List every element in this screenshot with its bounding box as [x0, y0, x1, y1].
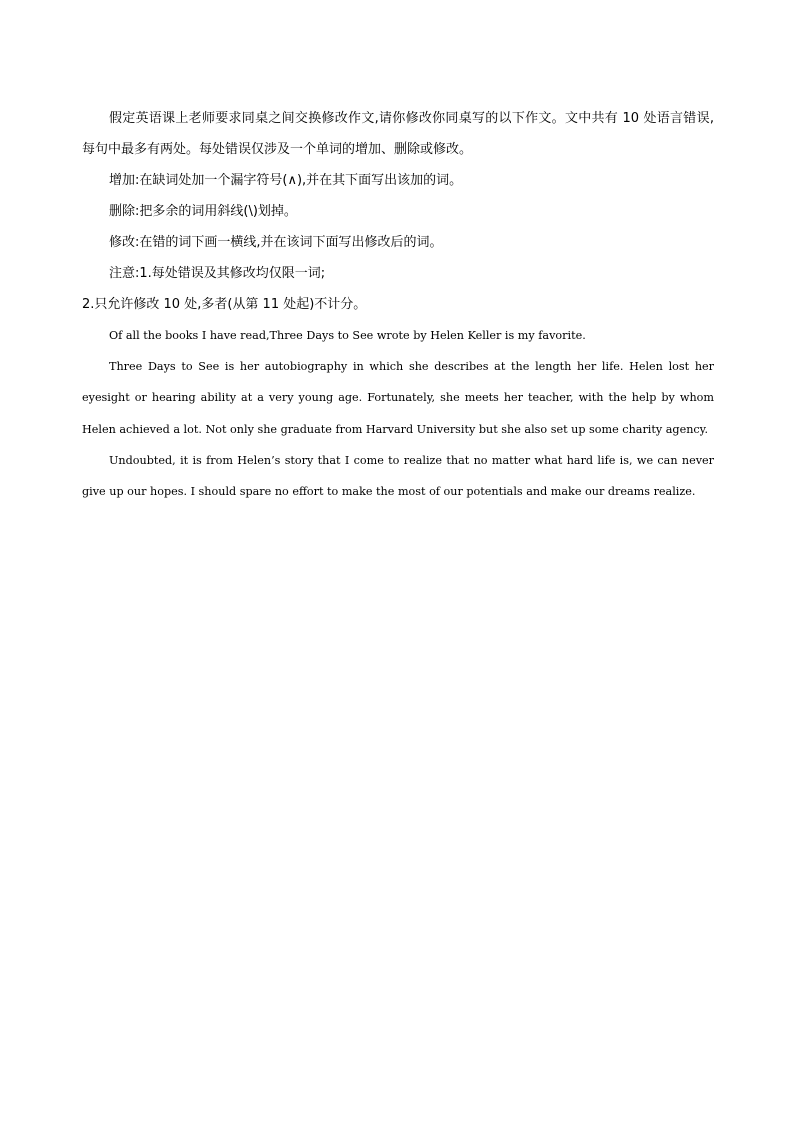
instructions-intro: 假定英语课上老师要求同桌之间交换修改作文,请你修改你同桌写的以下作文。文中共有 10 处语言错误,每句中最多有两处。每处错误仅涉及一个单词的增加、删除或修改。	[82, 111, 714, 157]
instruction-note: 注意:1.每处错误及其修改均仅限一词;	[109, 266, 326, 281]
instruction-delete: 删除:把多余的词用斜线(\)划掉。	[109, 204, 297, 219]
instruction-note-2: 2.只允许修改 10 处,多者(从第 11 处起)不计分。	[82, 297, 367, 312]
essay-paragraph-3: Undoubted, it is from Helen’s story that I come to realize that no matter what hard life is, we can never give up our hopes. I should spare no effort to make the most of our potentials and make our dreams realize.	[82, 453, 714, 499]
document-content	[82, 103, 714, 507]
instruction-add: 增加:在缺词处加一个漏字符号(∧),并在其下面写出该加的词。	[109, 173, 463, 188]
essay-paragraph-2: Three Days to See is her autobiography in which she describes at the length her life. Helen lost her eyesight or hearing ability at a very young age. Fortunately, she meets her teacher, with the help by whom Helen achieved a lot. Not only she graduate from Harvard University but she also set up some charity agency.	[82, 360, 714, 436]
essay-paragraph-1: Of all the books I have read,Three Days to See wrote by Helen Keller is my favorite.	[109, 329, 586, 342]
instruction-modify: 修改:在错的词下画一横线,并在该词下面写出修改后的词。	[109, 235, 443, 250]
